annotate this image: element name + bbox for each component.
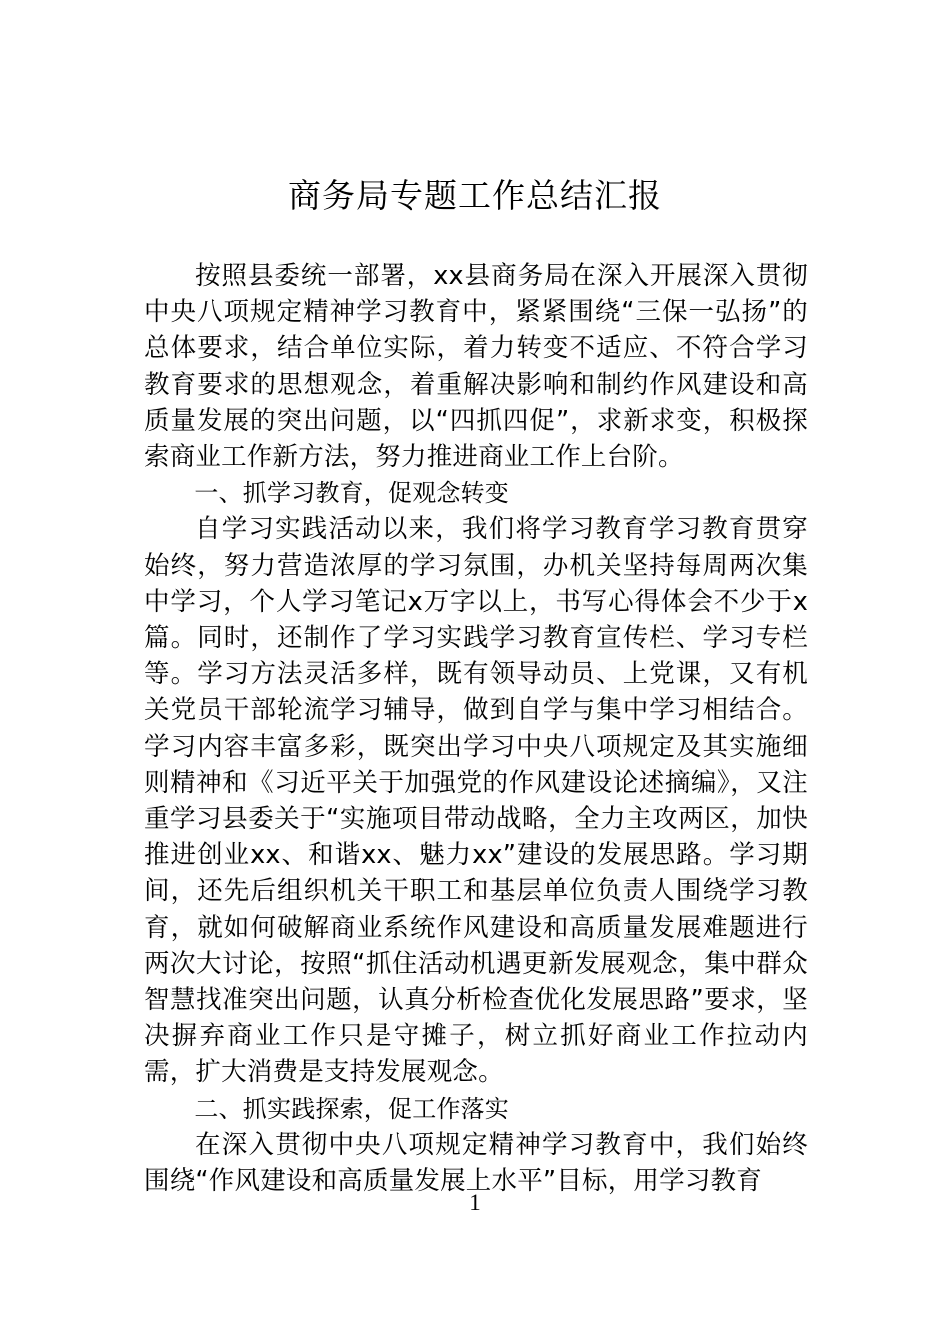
section-1-paragraph: 自学习实践活动以来，我们将学习教育学习教育贯穿始终，努力营造浓厚的学习氛围，办机关坚持每周两次集中学习，个人学习笔记x万字以上，书写心得体会不少于x篇。同时，还制作了学习实践学习教育宣传栏、学习专栏等。学习方法灵活多样，既有领导动员、上党课，又有机关党员干部轮流学习辅导，做到自学与集中学习相结合。学习内容丰富多彩，既突出学习中央八项规定及其实施细则精神和《习近平关于加强党的作风建设论述摘编》，又注重学习县委关于“实施项目带动战略，全力主攻两区，加快推进创业xx、和谐xx、魅力xx”建设的发展思路。学习期间，还先后组织机关干职工和基层单位负责人围绕学习教育，就如何破解商业系统作风建设和高质量发展难题进行两次大讨论，按照“抓住活动机遇更新发展观念，集中群众智慧找准突出问题，认真分析检查优化发展思路”要求，坚决摒弃商业工作只是守摊子，树立抓好商业工作拉动内需，扩大消费是支持发展观念。 bbox=[144, 514, 808, 1088]
section-2-paragraph: 在深入贯彻中央八项规定精神学习教育中，我们始终围绕“作风建设和高质量发展上水平”目标，用学习教育 bbox=[144, 1129, 808, 1197]
intro-paragraph: 按照县委统一部署，xx县商务局在深入开展深入贯彻中央八项规定精神学习教育中，紧紧围绕“三保一弘扬”的总体要求，结合单位实际，着力转变不适应、不符合学习教育要求的思想观念，着重解决影响和制约作风建设和高质量发展的突出问题，以“四抓四促”，求新求变，积极探索商业工作新方法，努力推进商业工作上台阶。 bbox=[144, 261, 808, 473]
page-number: 1 bbox=[469, 1190, 481, 1215]
section-2-heading: 二、抓实践探索，促工作落实 bbox=[194, 1094, 509, 1123]
document-body bbox=[144, 258, 808, 1199]
document-title: 商务局专题工作总结汇报 bbox=[288, 176, 662, 215]
section-1-heading: 一、抓学习教育，促观念转变 bbox=[194, 479, 509, 508]
